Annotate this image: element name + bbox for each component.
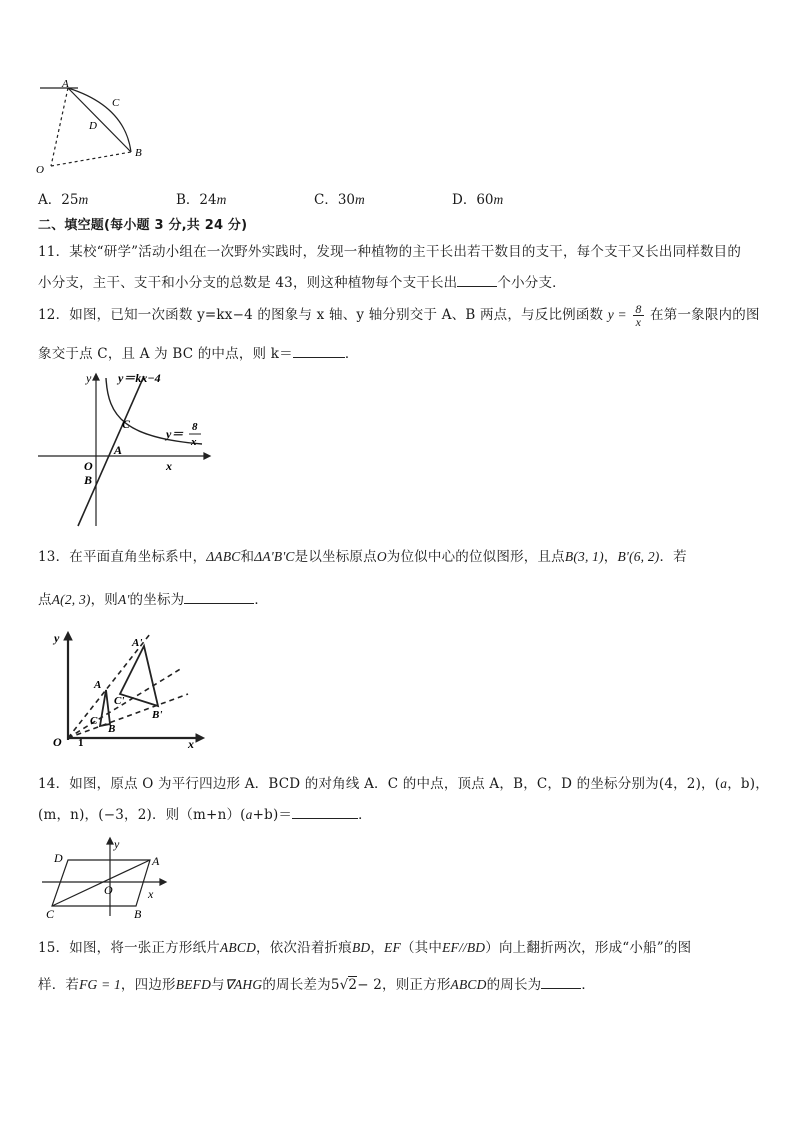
q10-chord-ab: [68, 88, 131, 152]
q14-answer-blank[interactable]: [292, 806, 358, 819]
q12-hyperbola: [106, 378, 202, 444]
q10-label-a: A: [62, 78, 69, 90]
q13-triangle-a2b2c2: [120, 646, 158, 706]
q12-line-graph: [78, 376, 144, 526]
q13-answer-blank[interactable]: [184, 591, 254, 604]
q14-label-a: A: [152, 854, 160, 868]
q13-o-label: O: [53, 735, 62, 749]
q15-sqrt-sign: √: [339, 977, 349, 993]
q14-y-arrow: [107, 838, 113, 844]
q12-label-o: O: [84, 459, 93, 473]
q10-label-c: C: [112, 97, 120, 109]
q14-y-label: y: [114, 837, 120, 851]
q13-y-label: y: [54, 631, 60, 645]
q13-one-label: 1: [78, 737, 84, 749]
q13-label-b2: B': [152, 709, 163, 721]
q14-label-o: O: [104, 883, 113, 897]
q10-option-a[interactable]: A．25m: [38, 192, 89, 208]
q12-line2: 象交于点 C，且 A 为 BC 的中点，则 k＝ ．: [38, 346, 359, 362]
q13-label-a2: A': [132, 637, 143, 649]
q13-line2: 点A(2, 3)，则A'的坐标为 ．: [38, 592, 269, 608]
q10-label-b: B: [135, 147, 142, 159]
q13-label-c: C: [90, 715, 98, 727]
q13-label-a: A: [94, 679, 102, 691]
q14-label-d: D: [54, 851, 63, 865]
q12-line-label: y＝kx−4: [118, 371, 161, 385]
q10-option-b[interactable]: B．24m: [176, 192, 227, 208]
q12-curve-den: x: [191, 436, 197, 448]
q14-label-b: B: [134, 907, 142, 920]
q13-y-arrow: [64, 632, 72, 640]
q14-x-arrow: [160, 879, 166, 885]
q13-label-c2: C': [114, 695, 125, 707]
q10-radius-oa: [51, 88, 68, 166]
q10-option-d[interactable]: D．60m: [452, 192, 504, 208]
q12-curve-num: 8: [192, 421, 198, 433]
q11-answer-blank[interactable]: [457, 274, 497, 287]
q13-x-arrow: [196, 734, 204, 742]
q15-answer-blank[interactable]: [541, 976, 581, 989]
q12-label-c: C: [122, 417, 131, 431]
q12-label-a: A: [114, 443, 123, 457]
q11-line1: 11．某校“研学”活动小组在一次野外实践时，发现一种植物的主干长出若干数目的支干，每个支干又长出同样数目的: [38, 244, 742, 260]
q13-figure: [48, 628, 208, 750]
q12-x-label: x: [166, 459, 172, 473]
q10-radius-ob: [51, 152, 131, 166]
q13-x-label: x: [188, 737, 194, 750]
q14-figure: [40, 836, 170, 920]
q14-diagonal-ac: [52, 860, 150, 906]
q12-y-label: y: [86, 371, 92, 385]
q10-option-c[interactable]: C．30m: [314, 192, 365, 208]
q12-x-arrow: [204, 453, 210, 459]
q12-line1: 12．如图，已知一次函数 y=kx−4 的图象与 x 轴、y 轴分别交于 A、B 两点，与反比例函数 y = $\frac{8}{x}$ 在第一象限内的图: [38, 302, 760, 329]
q15-line2: 样．若FG = 1，四边形BEFD与∇AHG的周长差为5√2− 2，则正方形ABCD的周长为 ．: [38, 977, 596, 993]
q15-line1: 15．如图，将一张正方形纸片ABCD，依次沿着折痕BD，EF（其中EF//BD）向上翻折两次，形成“小船”的图: [38, 940, 692, 956]
q12-curve-label: y＝: [166, 427, 184, 441]
q12-answer-blank[interactable]: [293, 345, 345, 358]
q14-line1: 14．如图，原点 O 为平行四边形 A．BCD 的对角线 A．C 的中点，顶点 A，B，C，D 的坐标分别为(4，2)，(a，b)，: [38, 776, 769, 792]
q14-x-label: x: [148, 887, 154, 901]
q12-fraction: $\frac{8}{x}$: [635, 302, 642, 329]
q13-label-b: B: [108, 723, 116, 735]
q10-figure: [30, 76, 160, 176]
q10-label-d: D: [89, 120, 97, 132]
q14-line2: (m，n)，(−3，2)．则（m+n）(a+b)＝ ．: [38, 807, 372, 823]
section-heading: 二、填空题(每小题 3 分,共 24 分): [38, 218, 248, 233]
q14-label-c: C: [46, 907, 55, 920]
q12-y-arrow: [93, 374, 99, 380]
q12-label-b: B: [84, 473, 93, 487]
q12-figure: [34, 366, 224, 530]
q13-line1: 13．在平面直角坐标系中，ΔABC和ΔA'B'C是以坐标原点O为位似中心的位似图形，且点B(3, 1)，B'(6, 2)．若: [38, 549, 687, 565]
q10-label-o: O: [36, 164, 44, 176]
q11-line2: 小分支，主干、支干和小分支的总数是 43，则这种植物每个支干长出 个小分支．: [38, 275, 566, 291]
